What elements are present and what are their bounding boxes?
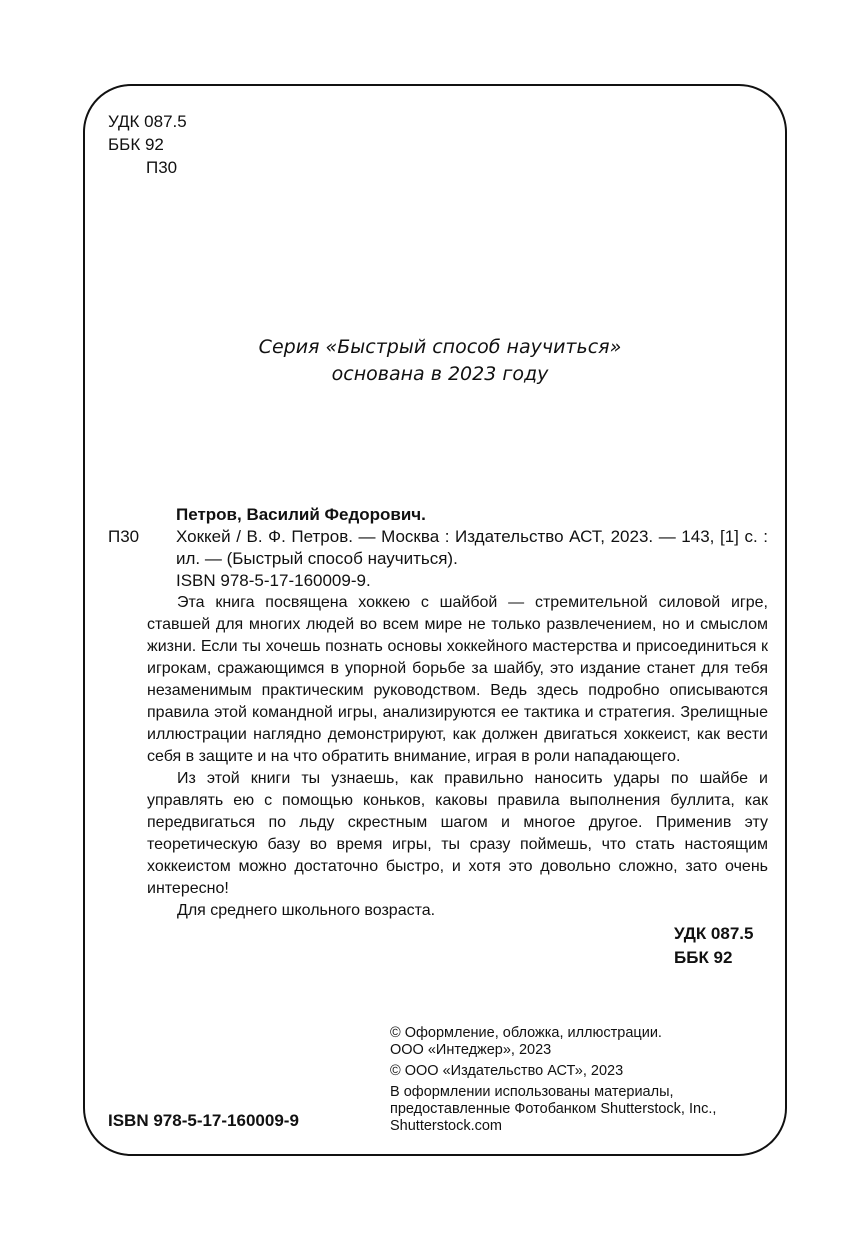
bibliographic-record xyxy=(108,504,768,922)
footer-classification xyxy=(674,922,753,970)
entry-author-mark: П30 xyxy=(108,527,140,546)
copyright-design xyxy=(390,1025,780,1059)
materials-line: Shutterstock.com xyxy=(390,1118,503,1134)
header-bbk-code: ББК 92 xyxy=(108,135,164,154)
materials-line: В оформлении использованы материалы, xyxy=(390,1084,674,1100)
copyright-design-line: © Оформление, обложка, иллюстрации. xyxy=(390,1025,662,1041)
entry-isbn: ISBN 978-5-17-160009-9. xyxy=(176,571,371,590)
series-founded-line: основана в 2023 году xyxy=(331,363,549,385)
header-author-mark: П30 xyxy=(146,158,178,177)
copyright-notice xyxy=(390,1025,780,1139)
copyright-design-holder: ООО «Интеджер», 2023 xyxy=(390,1042,552,1058)
author-heading: Петров, Василий Федорович. xyxy=(176,505,426,524)
annotation-paragraph: Из этой книги ты узнаешь, как правильно наносить удары по шайбе и управлять ею с помощью коньков, каковы правила выполнения буллита, как передвигаться по льду скрестным шагом и многое другое. Применив эту теоретическую базу во время игры, ты сразу поймешь, что стать настоящим хоккеистом можно достаточно быстро, и хотя это довольно сложно, зато очень интересно! xyxy=(147,770,768,897)
series-note xyxy=(100,334,780,388)
entry-description: Хоккей / В. Ф. Петров. — Москва : Издательство АСТ, 2023. — 143, [1] с. : ил. — (Быстрый способ научиться). xyxy=(176,527,768,568)
isbn-footer: ISBN 978-5-17-160009-9 xyxy=(108,1111,299,1130)
footer-udk-code: УДК 087.5 xyxy=(674,924,754,943)
bibliographic-entry xyxy=(108,526,768,570)
annotation-paragraph: Эта книга посвящена хоккею с шайбой — стремительной силовой игре, ставшей для многих людей во всем мире не только развлечением, но и смыслом жизни. Если ты хочешь познать основы хоккейного мастерства и присоединиться к игрокам, сражающимся в упорной борьбе за шайбу, это издание станет для тебя незаменимым практическим руководством. Ведь здесь подробно описываются правила этой командной игры, анализируются ее тактика и стратегия. Зрелищные иллюстрации наглядно демонстрируют, как должен двигаться хоккеист, как вести себя в защите и на что обратить внимание, играя в роли нападающего. xyxy=(147,594,768,765)
footer-bbk-code: ББК 92 xyxy=(674,948,733,967)
materials-line: предоставленные Фотобанком Shutterstock, Inc., xyxy=(390,1101,717,1117)
audience-note: Для среднего школьного возраста. xyxy=(177,902,436,919)
copyright-materials xyxy=(390,1084,780,1135)
header-udk-code: УДК 087.5 xyxy=(108,112,187,131)
copyright-publisher xyxy=(390,1063,780,1080)
copyright-publisher-line: © ООО «Издательство АСТ», 2023 xyxy=(390,1063,624,1079)
series-title-line: Серия «Быстрый способ научиться» xyxy=(258,336,622,358)
